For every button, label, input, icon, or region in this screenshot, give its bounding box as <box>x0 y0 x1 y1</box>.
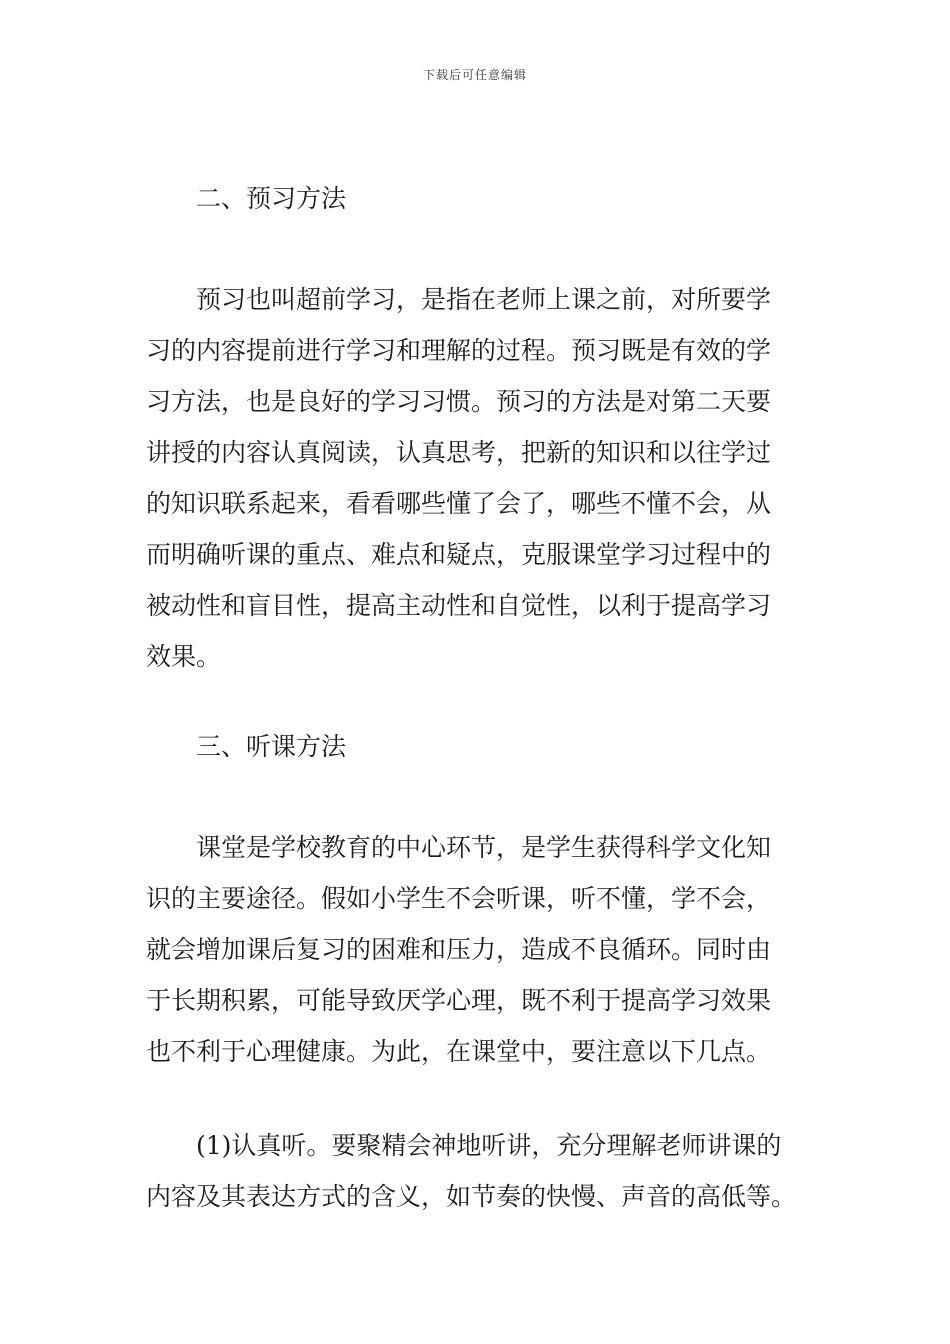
section-heading-listening: 三、听课方法 <box>196 732 347 761</box>
paragraph-line: 讲授的内容认真阅读，认真思考，把新的知识和以往学过 <box>146 438 772 467</box>
paragraph-line: 被动性和盲目性，提高主动性和自觉性，以利于提高学习 <box>146 591 772 620</box>
paragraph-line: 于长期积累，可能导致厌学心理，既不利于提高学习效果 <box>146 986 772 1015</box>
paragraph-line: 就会增加课后复习的困难和压力，造成不良循环。同时由 <box>146 935 772 964</box>
paragraph-line: 而明确听课的重点、难点和疑点，克服课堂学习过程中的 <box>146 540 772 569</box>
paragraph-line: (1)认真听。要聚精会神地听讲，充分理解老师讲课的 <box>196 1131 782 1160</box>
paragraph-line: 识的主要途径。假如小学生不会听课，听不懂，学不会， <box>146 884 772 913</box>
paragraph-line: 也不利于心理健康。为此，在课堂中，要注意以下几点。 <box>146 1037 772 1066</box>
section-heading-preview: 二、预习方法 <box>196 184 347 213</box>
paragraph-line: 习方法，也是良好的学习习惯。预习的方法是对第二天要 <box>146 387 772 416</box>
paragraph-point-1 <box>146 1120 806 1222</box>
paragraph-line: 内容及其表达方式的含义，如节奏的快慢、声音的高低等。 <box>146 1182 797 1211</box>
paragraph-line: 效果。 <box>146 642 222 671</box>
page-header: 下载后可任意编辑 <box>422 68 527 82</box>
paragraph-line: 的知识联系起来，看看哪些懂了会了，哪些不懂不会，从 <box>146 489 772 518</box>
paragraph-preview-method <box>146 274 806 682</box>
paragraph-listening-method <box>146 822 806 1077</box>
paragraph-line: 习的内容提前进行学习和理解的过程。预习既是有效的学 <box>146 336 772 365</box>
paragraph-line: 课堂是学校教育的中心环节，是学生获得科学文化知 <box>196 833 772 862</box>
paragraph-line: 预习也叫超前学习，是指在老师上课之前，对所要学 <box>196 285 772 314</box>
